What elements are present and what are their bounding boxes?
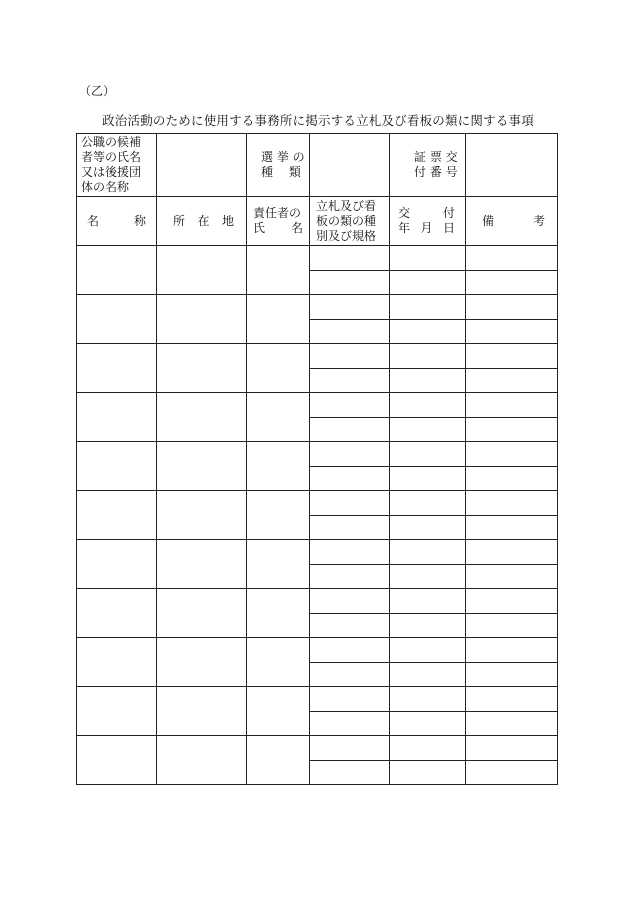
entry-location-cell[interactable] bbox=[157, 442, 247, 491]
sign-type-cell[interactable] bbox=[310, 711, 390, 736]
entry-name-cell[interactable] bbox=[77, 540, 157, 589]
header-responsible-line: 責任者の bbox=[253, 206, 302, 220]
issue-date-cell[interactable] bbox=[390, 270, 466, 295]
remarks-cell[interactable] bbox=[466, 442, 558, 467]
remarks-cell[interactable] bbox=[466, 344, 558, 369]
issue-date-cell[interactable] bbox=[390, 736, 466, 761]
header-sign-type bbox=[310, 197, 390, 246]
sign-type-cell[interactable] bbox=[310, 368, 390, 393]
certificate-number-field[interactable] bbox=[466, 134, 558, 197]
sign-type-cell[interactable] bbox=[310, 687, 390, 712]
entry-responsible-cell[interactable] bbox=[247, 589, 310, 638]
issue-date-cell[interactable] bbox=[390, 466, 466, 491]
sign-type-cell[interactable] bbox=[310, 613, 390, 638]
entry-location-cell[interactable] bbox=[157, 491, 247, 540]
entry-responsible-cell[interactable] bbox=[247, 393, 310, 442]
header-location-char: 所 bbox=[173, 213, 186, 228]
issue-date-cell[interactable] bbox=[390, 613, 466, 638]
remarks-cell[interactable] bbox=[466, 393, 558, 418]
remarks-cell[interactable] bbox=[466, 589, 558, 614]
sign-type-cell[interactable] bbox=[310, 760, 390, 785]
header-sign-line: 立札及び看 bbox=[316, 198, 377, 213]
entry-responsible-cell[interactable] bbox=[247, 246, 310, 295]
info-row bbox=[77, 134, 558, 197]
issue-date-cell[interactable] bbox=[390, 662, 466, 687]
page-title: 政治活動のために使用する事務所に掲示する立札及び看板の類に関する事項 bbox=[102, 113, 534, 128]
header-date-char: 付 bbox=[442, 206, 455, 220]
entry-location-cell[interactable] bbox=[157, 295, 247, 344]
election-label-line: 種 類 bbox=[261, 165, 301, 179]
entry-name-cell[interactable] bbox=[77, 638, 157, 687]
remarks-cell[interactable] bbox=[466, 515, 558, 540]
remarks-cell[interactable] bbox=[466, 711, 558, 736]
issue-date-cell[interactable] bbox=[390, 344, 466, 369]
header-date-char: 年 bbox=[398, 221, 411, 235]
sign-type-cell[interactable] bbox=[310, 393, 390, 418]
issue-date-cell[interactable] bbox=[390, 393, 466, 418]
remarks-cell[interactable] bbox=[466, 687, 558, 712]
issue-date-cell[interactable] bbox=[390, 368, 466, 393]
sign-type-cell[interactable] bbox=[310, 319, 390, 344]
entry-location-cell[interactable] bbox=[157, 246, 247, 295]
table-row bbox=[77, 687, 558, 712]
table-row bbox=[77, 246, 558, 271]
remarks-cell[interactable] bbox=[466, 491, 558, 516]
entry-responsible-cell[interactable] bbox=[247, 638, 310, 687]
header-name-char: 称 bbox=[133, 213, 146, 228]
table-row bbox=[77, 491, 558, 516]
sign-type-cell[interactable] bbox=[310, 515, 390, 540]
entry-responsible-cell[interactable] bbox=[247, 736, 310, 785]
remarks-cell[interactable] bbox=[466, 319, 558, 344]
election-type-field[interactable] bbox=[310, 134, 390, 197]
issue-date-cell[interactable] bbox=[390, 417, 466, 442]
table-row bbox=[77, 736, 558, 761]
table-row bbox=[77, 344, 558, 369]
entry-location-cell[interactable] bbox=[157, 589, 247, 638]
sign-type-cell[interactable] bbox=[310, 491, 390, 516]
sign-type-cell[interactable] bbox=[310, 540, 390, 565]
header-name-char: 名 bbox=[87, 213, 100, 228]
candidate-name-label bbox=[77, 134, 157, 197]
candidate-label-line: 者等の氏名 bbox=[81, 150, 142, 164]
column-header-row bbox=[77, 197, 558, 246]
issue-date-cell[interactable] bbox=[390, 711, 466, 736]
entry-location-cell[interactable] bbox=[157, 638, 247, 687]
header-date-char: 交 bbox=[398, 206, 411, 220]
issue-date-cell[interactable] bbox=[390, 515, 466, 540]
table-row bbox=[77, 295, 558, 320]
remarks-cell[interactable] bbox=[466, 638, 558, 663]
entry-location-cell[interactable] bbox=[157, 687, 247, 736]
remarks-cell[interactable] bbox=[466, 662, 558, 687]
header-date-char: 月 bbox=[420, 221, 433, 235]
remarks-cell[interactable] bbox=[466, 368, 558, 393]
entry-name-cell[interactable] bbox=[77, 393, 157, 442]
entry-name-cell[interactable] bbox=[77, 442, 157, 491]
header-location bbox=[157, 197, 247, 246]
remarks-cell[interactable] bbox=[466, 246, 558, 271]
entry-name-cell[interactable] bbox=[77, 295, 157, 344]
issue-date-cell[interactable] bbox=[390, 564, 466, 589]
certificate-label-line: 証 票 交 bbox=[414, 150, 458, 164]
entry-responsible-cell[interactable] bbox=[247, 344, 310, 393]
entry-responsible-cell[interactable] bbox=[247, 295, 310, 344]
header-date-char: 日 bbox=[442, 221, 455, 235]
issue-date-cell[interactable] bbox=[390, 540, 466, 565]
entry-location-cell[interactable] bbox=[157, 540, 247, 589]
entry-name-cell[interactable] bbox=[77, 246, 157, 295]
candidate-label-line: 又は後援団 bbox=[81, 165, 142, 179]
table-row bbox=[77, 589, 558, 614]
remarks-cell[interactable] bbox=[466, 466, 558, 491]
header-location-char: 地 bbox=[221, 213, 234, 228]
certificate-number-label bbox=[390, 134, 466, 197]
issue-date-cell[interactable] bbox=[390, 589, 466, 614]
remarks-cell[interactable] bbox=[466, 564, 558, 589]
entry-location-cell[interactable] bbox=[157, 344, 247, 393]
table-row bbox=[77, 540, 558, 565]
election-label-line: 選 挙 の bbox=[261, 150, 305, 164]
sign-type-cell[interactable] bbox=[310, 442, 390, 467]
election-type-label bbox=[247, 134, 310, 197]
sign-type-cell[interactable] bbox=[310, 295, 390, 320]
issue-date-cell[interactable] bbox=[390, 319, 466, 344]
table-row bbox=[77, 638, 558, 663]
issue-date-cell[interactable] bbox=[390, 295, 466, 320]
sign-type-cell[interactable] bbox=[310, 417, 390, 442]
candidate-name-field[interactable] bbox=[157, 134, 247, 197]
entry-name-cell[interactable] bbox=[77, 491, 157, 540]
issue-date-cell[interactable] bbox=[390, 442, 466, 467]
entry-name-cell[interactable] bbox=[77, 589, 157, 638]
issue-date-cell[interactable] bbox=[390, 491, 466, 516]
entry-name-cell[interactable] bbox=[77, 344, 157, 393]
entry-location-cell[interactable] bbox=[157, 736, 247, 785]
sign-type-cell[interactable] bbox=[310, 662, 390, 687]
certificate-label-line: 付 番 号 bbox=[414, 165, 458, 179]
sign-type-cell[interactable] bbox=[310, 736, 390, 761]
candidate-label-line: 公職の候補 bbox=[81, 135, 142, 149]
form-table bbox=[76, 133, 558, 785]
remarks-cell[interactable] bbox=[466, 613, 558, 638]
header-location-char: 在 bbox=[197, 213, 210, 228]
issue-date-cell[interactable] bbox=[390, 687, 466, 712]
entry-responsible-cell[interactable] bbox=[247, 687, 310, 736]
entry-name-cell[interactable] bbox=[77, 736, 157, 785]
sign-type-cell[interactable] bbox=[310, 466, 390, 491]
sign-type-cell[interactable] bbox=[310, 589, 390, 614]
header-remarks-char: 考 bbox=[532, 213, 545, 228]
entry-responsible-cell[interactable] bbox=[247, 442, 310, 491]
issue-date-cell[interactable] bbox=[390, 760, 466, 785]
header-name bbox=[77, 197, 157, 246]
remarks-cell[interactable] bbox=[466, 540, 558, 565]
sign-type-cell[interactable] bbox=[310, 246, 390, 271]
form-mark: （乙） bbox=[79, 84, 116, 98]
sign-type-cell[interactable] bbox=[310, 638, 390, 663]
table-row bbox=[77, 393, 558, 418]
header-remarks bbox=[466, 197, 558, 246]
remarks-cell[interactable] bbox=[466, 736, 558, 761]
sign-type-cell[interactable] bbox=[310, 344, 390, 369]
remarks-cell[interactable] bbox=[466, 270, 558, 295]
issue-date-cell[interactable] bbox=[390, 638, 466, 663]
candidate-label-line: 体の名称 bbox=[81, 180, 130, 194]
remarks-cell[interactable] bbox=[466, 295, 558, 320]
header-responsible-char: 名 bbox=[290, 221, 303, 235]
header-sign-line: 別及び規格 bbox=[316, 228, 377, 243]
header-responsible-char: 氏 bbox=[253, 221, 266, 235]
header-sign-line: 板の類の種 bbox=[316, 213, 377, 228]
header-responsible bbox=[247, 197, 310, 246]
header-issue-date bbox=[390, 197, 466, 246]
entry-responsible-cell[interactable] bbox=[247, 540, 310, 589]
table-row bbox=[77, 442, 558, 467]
header-remarks-char: 備 bbox=[482, 213, 495, 228]
remarks-cell[interactable] bbox=[466, 417, 558, 442]
entry-responsible-cell[interactable] bbox=[247, 491, 310, 540]
sign-type-cell[interactable] bbox=[310, 564, 390, 589]
remarks-cell[interactable] bbox=[466, 760, 558, 785]
entry-name-cell[interactable] bbox=[77, 687, 157, 736]
issue-date-cell[interactable] bbox=[390, 246, 466, 271]
sign-type-cell[interactable] bbox=[310, 270, 390, 295]
entry-location-cell[interactable] bbox=[157, 393, 247, 442]
